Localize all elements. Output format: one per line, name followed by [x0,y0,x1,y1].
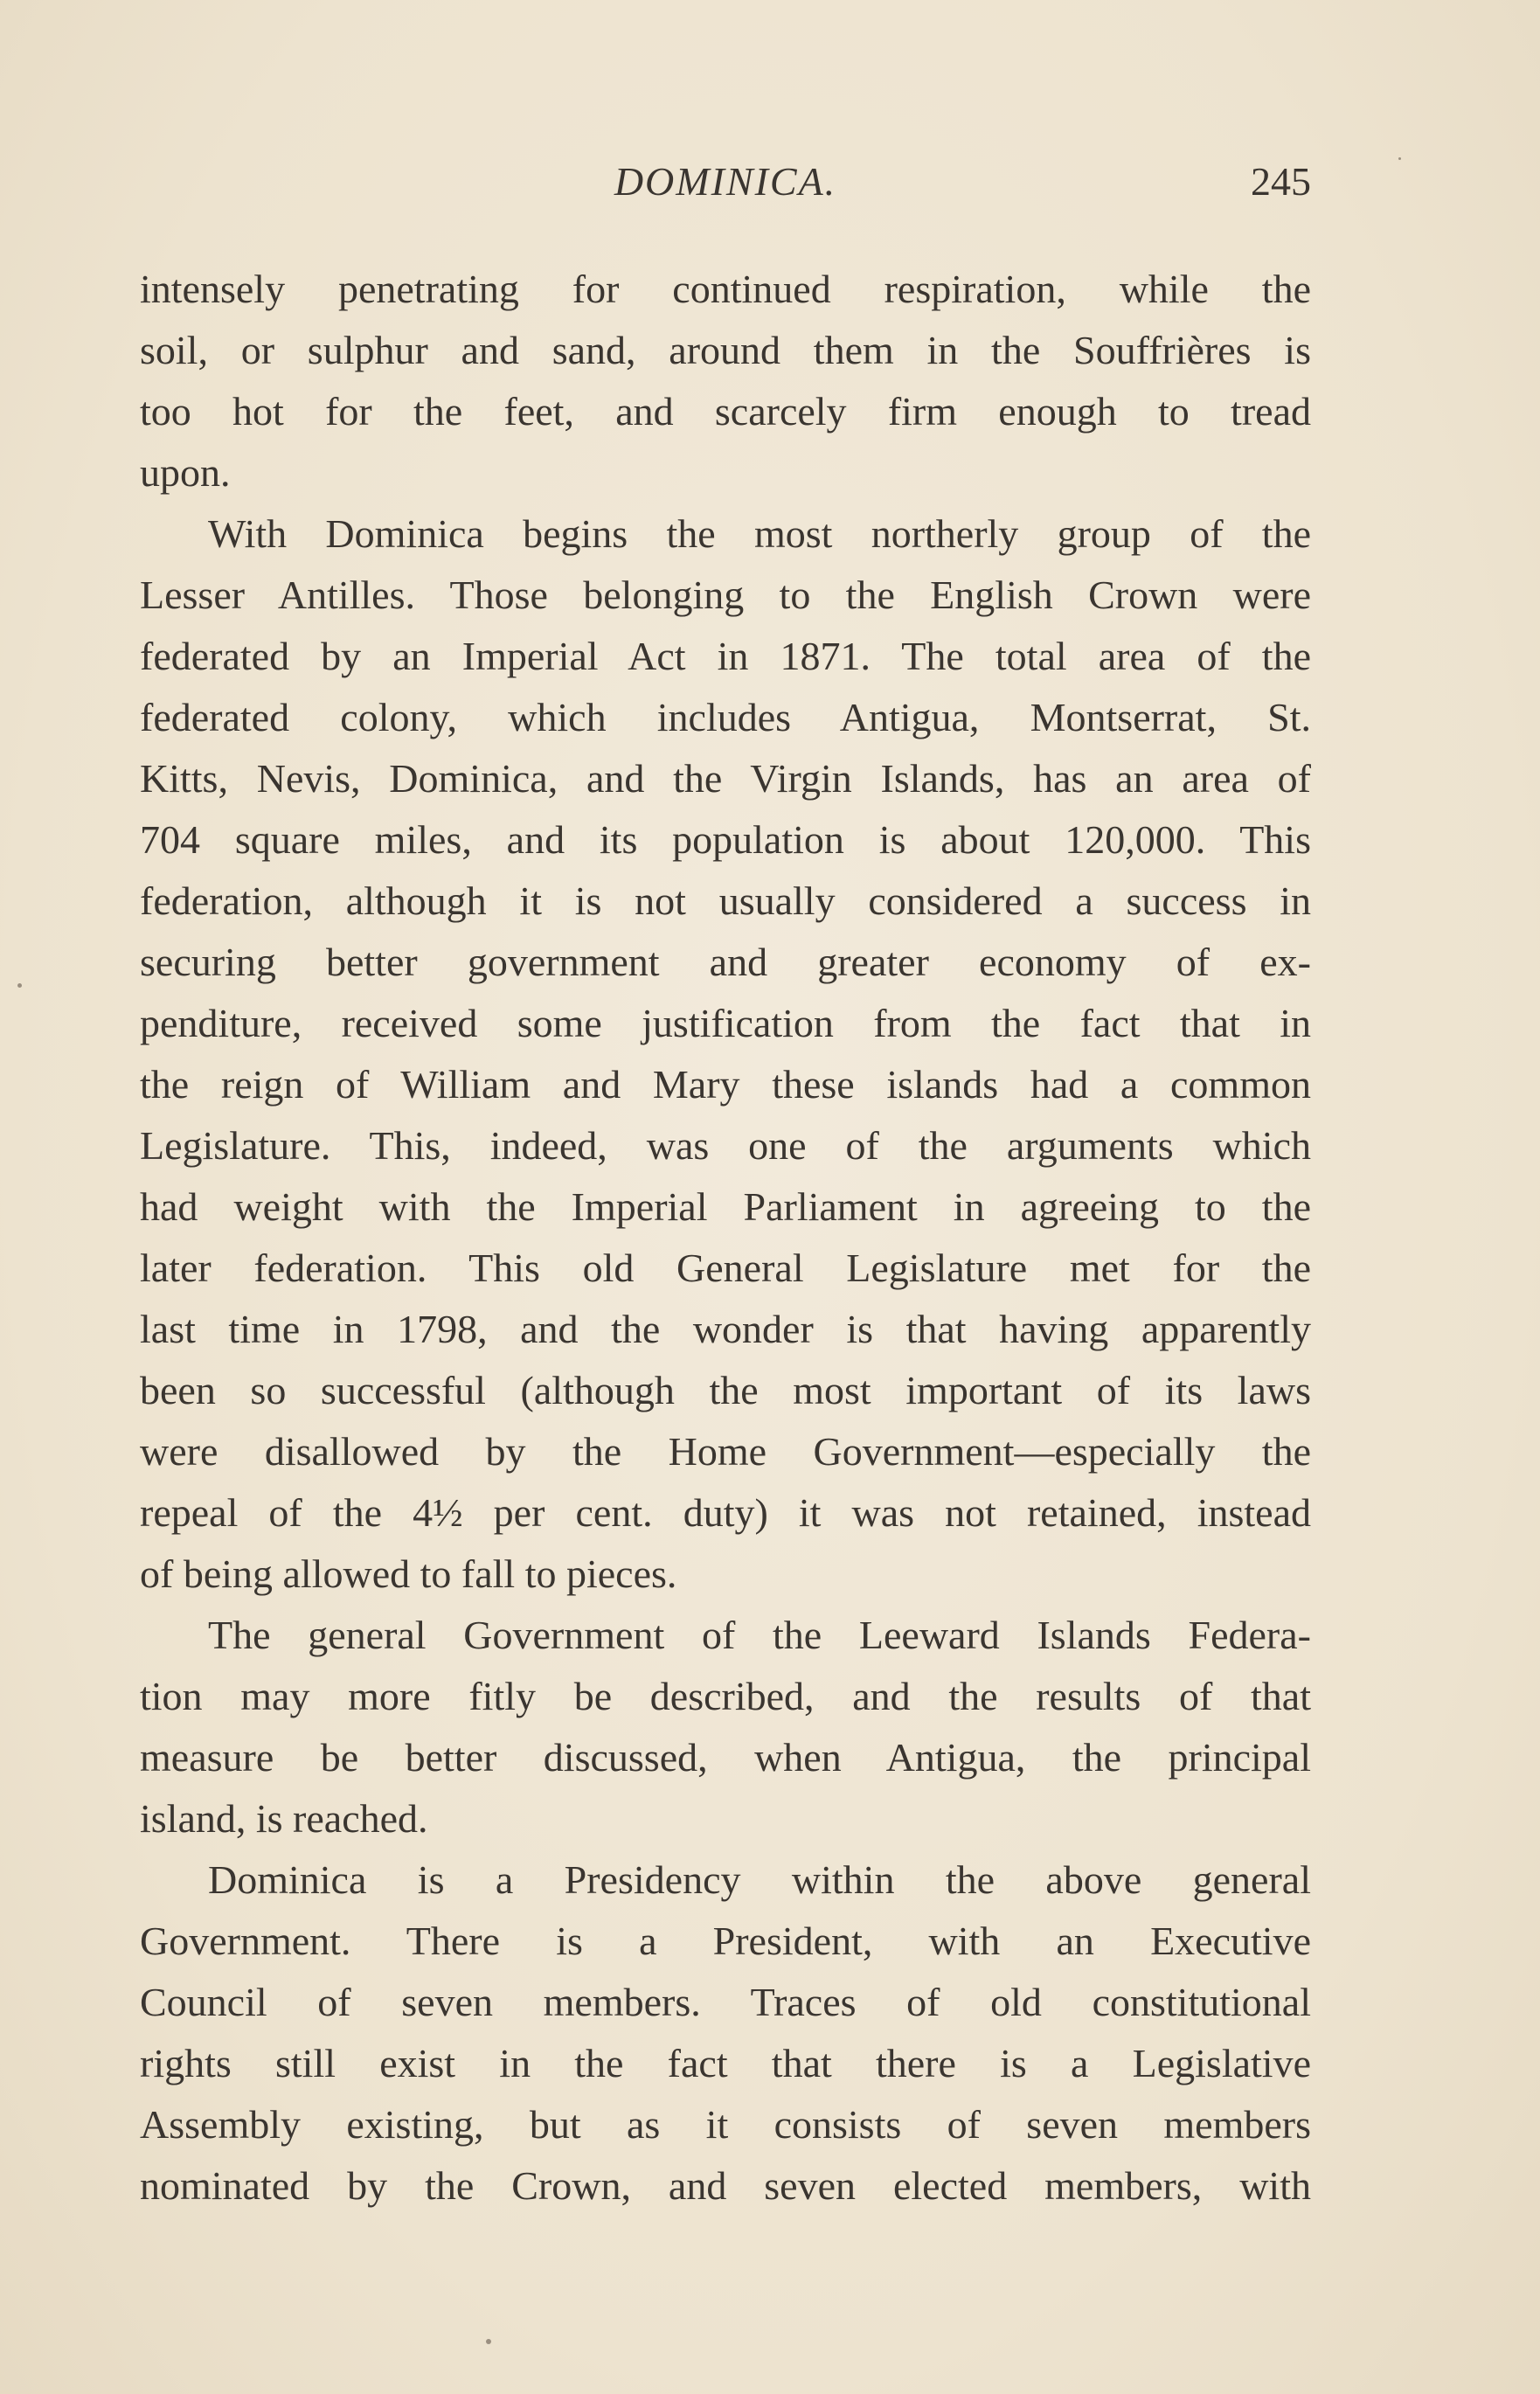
text-line: Council of seven members. Traces of old constitutional [140,1980,1311,2024]
text-line: Assembly existing, but as it consists of seven members [140,2102,1311,2147]
page-header [140,156,1311,208]
text-line: federated colony, which includes Antigua, Montserrat, St. [140,695,1311,739]
text-line: upon. [140,450,231,495]
text-line: measure be better discussed, when Antigua, the principal [140,1735,1311,1780]
text-line: repeal of the 4½ per cent. duty) it was not retained, instead [140,1490,1311,1535]
text-line: rights still exist in the fact that there is a Legislative [140,2041,1311,2085]
text-line: of being allowed to fall to pieces. [140,1551,677,1596]
text-line: were disallowed by the Home Government—especially the [140,1429,1311,1474]
text-line: island, is reached. [140,1796,428,1841]
text-line: The general Government of the Leeward Islands Federa- [208,1613,1311,1657]
text-line: Dominica is a Presidency within the above general [208,1857,1311,1902]
text-line: With Dominica begins the most northerly group of the [208,511,1311,556]
text-line: Legislature. This, indeed, was one of the arguments which [140,1123,1311,1168]
text-line: securing better government and greater economy of ex- [140,940,1311,984]
text-line: federated by an Imperial Act in 1871. The total area of the [140,634,1311,678]
running-title: DOMINICA. [614,159,837,204]
text-line: the reign of William and Mary these islands had a common [140,1062,1311,1107]
text-line: federation, although it is not usually considered a success in [140,878,1311,923]
body-text [140,259,1311,2217]
text-line: tion may more fitly be described, and the results of that [140,1674,1311,1718]
paper-speck [486,2339,491,2344]
text-line: later federation. This old General Legislature met for the [140,1246,1311,1290]
paper-speck [17,983,22,988]
paper-speck [1398,157,1401,160]
text-line: intensely penetrating for continued respiration, while the [140,267,1311,311]
text-line: Lesser Antilles. Those belonging to the English Crown were [140,572,1311,617]
text-line: Government. There is a President, with an Executive [140,1919,1311,1963]
text-line: penditure, received some justification from the fact that in [140,1001,1311,1045]
text-line: soil, or sulphur and sand, around them in the Souffrières is [140,328,1311,372]
text-line: nominated by the Crown, and seven elected members, with [140,2163,1311,2208]
text-line: had weight with the Imperial Parliament in agreeing to the [140,1184,1311,1229]
text-line: too hot for the feet, and scarcely firm enough to tread [140,389,1311,434]
text-line: 704 square miles, and its population is about 120,000. This [140,817,1311,862]
text-line: been so successful (although the most important of its laws [140,1368,1311,1412]
text-line: Kitts, Nevis, Dominica, and the Virgin Islands, has an area of [140,756,1311,801]
text-line: last time in 1798, and the wonder is that having apparently [140,1307,1311,1351]
page-number: 245 [1251,159,1311,204]
